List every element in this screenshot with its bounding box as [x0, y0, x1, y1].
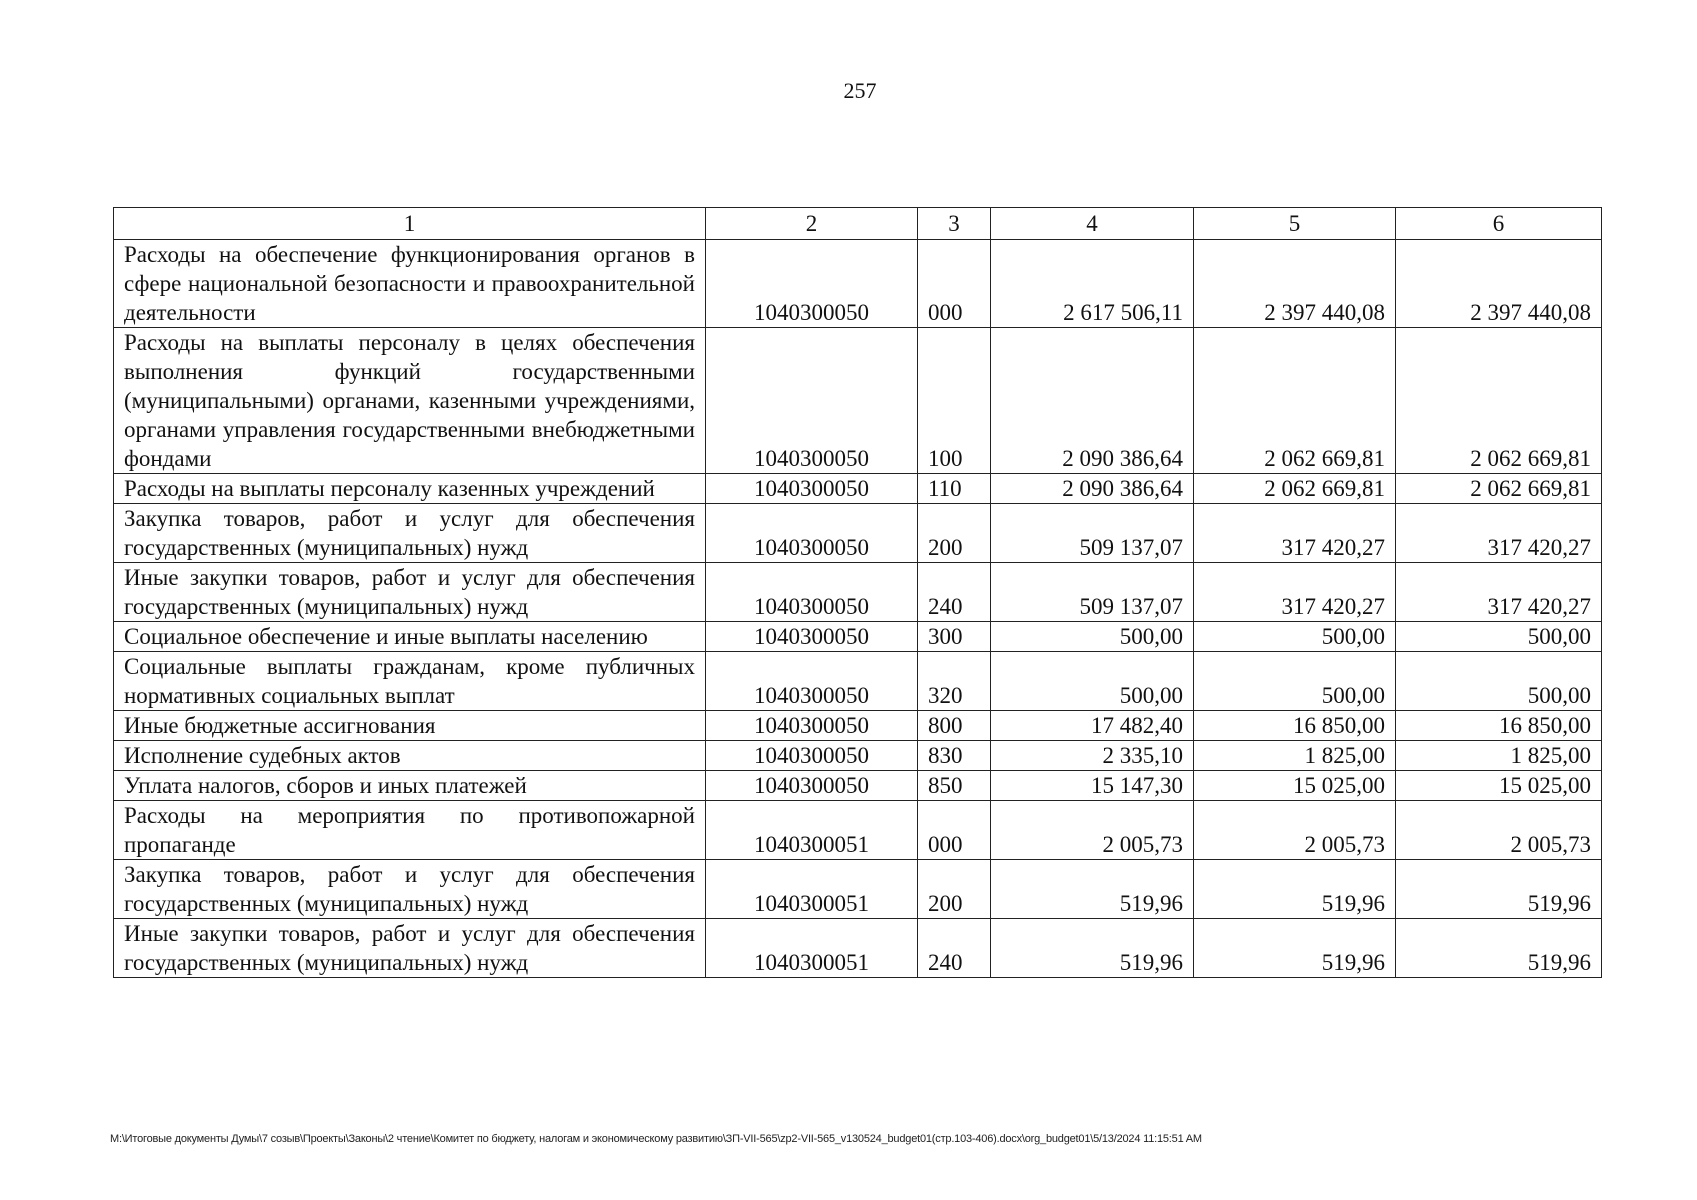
- budget-table: [113, 207, 1602, 978]
- row-value-4: 17 482,40: [991, 711, 1194, 741]
- row-value-6: 15 025,00: [1396, 771, 1602, 801]
- row-value-6: 317 420,27: [1396, 563, 1602, 622]
- table-row: [114, 919, 1602, 978]
- row-csr-code: 1040300051: [706, 919, 918, 978]
- row-csr-code: 1040300050: [706, 741, 918, 771]
- row-value-5: 2 005,73: [1194, 801, 1396, 860]
- row-vr-code: 000: [918, 240, 991, 328]
- table-row: [114, 563, 1602, 622]
- table-row: [114, 240, 1602, 328]
- row-value-5: 317 420,27: [1194, 504, 1396, 563]
- row-csr-code: 1040300050: [706, 622, 918, 652]
- row-value-5: 2 062 669,81: [1194, 474, 1396, 504]
- row-value-6: 2 062 669,81: [1396, 474, 1602, 504]
- row-name: Социальные выплаты гражданам, кроме публичных нормативных социальных выплат: [114, 652, 706, 711]
- row-value-4: 2 005,73: [991, 801, 1194, 860]
- row-value-6: 519,96: [1396, 919, 1602, 978]
- row-vr-code: 240: [918, 919, 991, 978]
- table-row: [114, 328, 1602, 474]
- row-value-5: 2 397 440,08: [1194, 240, 1396, 328]
- row-vr-code: 100: [918, 328, 991, 474]
- table-row: [114, 801, 1602, 860]
- row-csr-code: 1040300051: [706, 860, 918, 919]
- row-csr-code: 1040300050: [706, 711, 918, 741]
- row-value-5: 16 850,00: [1194, 711, 1396, 741]
- footer-file-path: M:\Итоговые документы Думы\7 созыв\Проекты\Законы\2 чтение\Комитет по бюджету, налогам и экономическому развитию\ЗП-VII-565\zp2-VII-565_v130524_budget01(стр.103-406).docx\org_budget01\5/13/2024 11:15:51 AM: [110, 1133, 1202, 1145]
- row-value-5: 317 420,27: [1194, 563, 1396, 622]
- column-header: 2: [706, 208, 918, 240]
- row-csr-code: 1040300051: [706, 801, 918, 860]
- row-csr-code: 1040300050: [706, 474, 918, 504]
- table-row: [114, 504, 1602, 563]
- row-vr-code: 200: [918, 860, 991, 919]
- column-header: 4: [991, 208, 1194, 240]
- row-vr-code: 000: [918, 801, 991, 860]
- row-vr-code: 320: [918, 652, 991, 711]
- page-number: 257: [843, 78, 877, 103]
- row-vr-code: 800: [918, 711, 991, 741]
- row-vr-code: 830: [918, 741, 991, 771]
- row-value-6: 500,00: [1396, 652, 1602, 711]
- column-header: 3: [918, 208, 991, 240]
- table-row: [114, 711, 1602, 741]
- table-row: [114, 652, 1602, 711]
- row-csr-code: 1040300050: [706, 563, 918, 622]
- row-name: Социальное обеспечение и иные выплаты населению: [114, 622, 706, 652]
- row-value-4: 519,96: [991, 919, 1194, 978]
- row-csr-code: 1040300050: [706, 240, 918, 328]
- row-value-4: 2 090 386,64: [991, 328, 1194, 474]
- row-value-5: 500,00: [1194, 622, 1396, 652]
- row-value-6: 2 005,73: [1396, 801, 1602, 860]
- row-vr-code: 240: [918, 563, 991, 622]
- row-vr-code: 300: [918, 622, 991, 652]
- row-csr-code: 1040300050: [706, 504, 918, 563]
- column-header: 5: [1194, 208, 1396, 240]
- row-value-4: 2 090 386,64: [991, 474, 1194, 504]
- row-csr-code: 1040300050: [706, 328, 918, 474]
- row-value-6: 500,00: [1396, 622, 1602, 652]
- row-name: Уплата налогов, сборов и иных платежей: [114, 771, 706, 801]
- row-vr-code: 200: [918, 504, 991, 563]
- column-header: 1: [114, 208, 706, 240]
- row-value-5: 2 062 669,81: [1194, 328, 1396, 474]
- table-row: [114, 622, 1602, 652]
- row-name: Закупка товаров, работ и услуг для обеспечения государственных (муниципальных) нужд: [114, 860, 706, 919]
- row-csr-code: 1040300050: [706, 652, 918, 711]
- row-name: Расходы на мероприятия по противопожарной пропаганде: [114, 801, 706, 860]
- row-name: Иные закупки товаров, работ и услуг для обеспечения государственных (муниципальных) нужд: [114, 919, 706, 978]
- row-value-4: 2 617 506,11: [991, 240, 1194, 328]
- row-value-6: 1 825,00: [1396, 741, 1602, 771]
- row-vr-code: 110: [918, 474, 991, 504]
- row-name: Исполнение судебных актов: [114, 741, 706, 771]
- row-name: Закупка товаров, работ и услуг для обеспечения государственных (муниципальных) нужд: [114, 504, 706, 563]
- row-value-4: 509 137,07: [991, 504, 1194, 563]
- table-row: [114, 741, 1602, 771]
- row-csr-code: 1040300050: [706, 771, 918, 801]
- row-value-4: 509 137,07: [991, 563, 1194, 622]
- column-header: 6: [1396, 208, 1602, 240]
- row-value-4: 519,96: [991, 860, 1194, 919]
- header-row: [114, 208, 1602, 240]
- row-value-5: 500,00: [1194, 652, 1396, 711]
- row-value-6: 317 420,27: [1396, 504, 1602, 563]
- table-row: [114, 860, 1602, 919]
- row-value-5: 1 825,00: [1194, 741, 1396, 771]
- row-vr-code: 850: [918, 771, 991, 801]
- row-name: Иные закупки товаров, работ и услуг для обеспечения государственных (муниципальных) нужд: [114, 563, 706, 622]
- row-value-5: 15 025,00: [1194, 771, 1396, 801]
- row-value-4: 2 335,10: [991, 741, 1194, 771]
- row-value-5: 519,96: [1194, 919, 1396, 978]
- row-name: Иные бюджетные ассигнования: [114, 711, 706, 741]
- row-value-4: 15 147,30: [991, 771, 1194, 801]
- row-value-6: 2 397 440,08: [1396, 240, 1602, 328]
- row-value-6: 519,96: [1396, 860, 1602, 919]
- row-name: Расходы на обеспечение функционирования органов в сфере национальной безопасности и правоохранительной деятельности: [114, 240, 706, 328]
- table-row: [114, 474, 1602, 504]
- table-row: [114, 771, 1602, 801]
- row-value-5: 519,96: [1194, 860, 1396, 919]
- row-name: Расходы на выплаты персоналу в целях обеспечения выполнения функций государственными (муниципальными) органами, казенными учреждениями, органами управления государственными внебюджетными фондами: [114, 328, 706, 474]
- row-value-6: 16 850,00: [1396, 711, 1602, 741]
- row-value-4: 500,00: [991, 622, 1194, 652]
- row-name: Расходы на выплаты персоналу казенных учреждений: [114, 474, 706, 504]
- row-value-6: 2 062 669,81: [1396, 328, 1602, 474]
- row-value-4: 500,00: [991, 652, 1194, 711]
